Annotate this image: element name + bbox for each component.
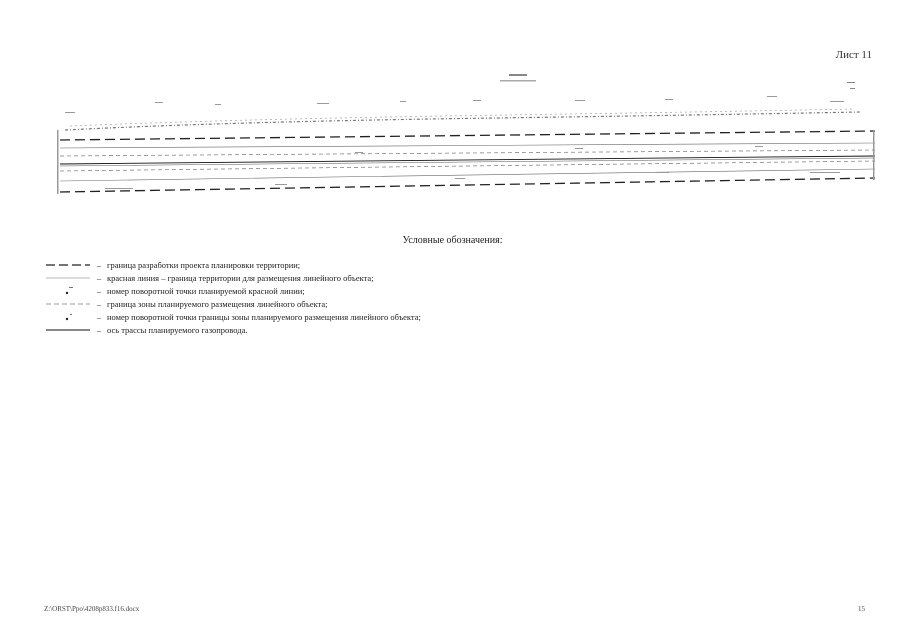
legend-text: красная линия – граница территории для размещения линейного объекта; [107, 272, 374, 283]
legend-item-red-line-point [45, 284, 645, 297]
legend-text: граница разработки проекта планировки территории; [107, 259, 301, 270]
red-line-point-icon [45, 284, 91, 297]
legend-separator: – [96, 324, 102, 335]
legend-separator: – [96, 259, 102, 270]
legend-text: номер поворотной точки планируемой красной линии; [107, 285, 305, 296]
legend-separator: – [96, 311, 102, 322]
thin-line-icon [45, 271, 91, 284]
legend-item-zone-point [45, 310, 645, 323]
footer-file-path: Z:\ORST\Ppo\4208p833.f16.docx [44, 605, 140, 613]
planning-map [55, 68, 880, 198]
legend-text: граница зоны планируемого размещения линейного объекта; [107, 298, 328, 309]
legend-item-gas-pipeline [45, 323, 645, 336]
legend-separator: – [96, 285, 102, 296]
legend-item-red-line [45, 271, 645, 284]
legend-item-zone-boundary [45, 297, 645, 310]
solid-line-icon [45, 323, 91, 336]
zone-point-icon [45, 310, 91, 323]
legend-title: Условные обозначения: [402, 235, 503, 246]
long-dash-line-icon [45, 258, 91, 271]
legend [45, 258, 645, 336]
legend-text: ось трассы планируемого газопровода. [107, 324, 248, 335]
legend-text: номер поворотной точки границы зоны планируемого размещения линейного объекта; [107, 311, 421, 322]
sheet-label: Лист 11 [835, 49, 872, 61]
legend-separator: – [96, 298, 102, 309]
footer-page-number: 15 [858, 605, 865, 613]
legend-separator: – [96, 272, 102, 283]
legend-item-project-boundary [45, 258, 645, 271]
short-dash-line-icon [45, 297, 91, 310]
